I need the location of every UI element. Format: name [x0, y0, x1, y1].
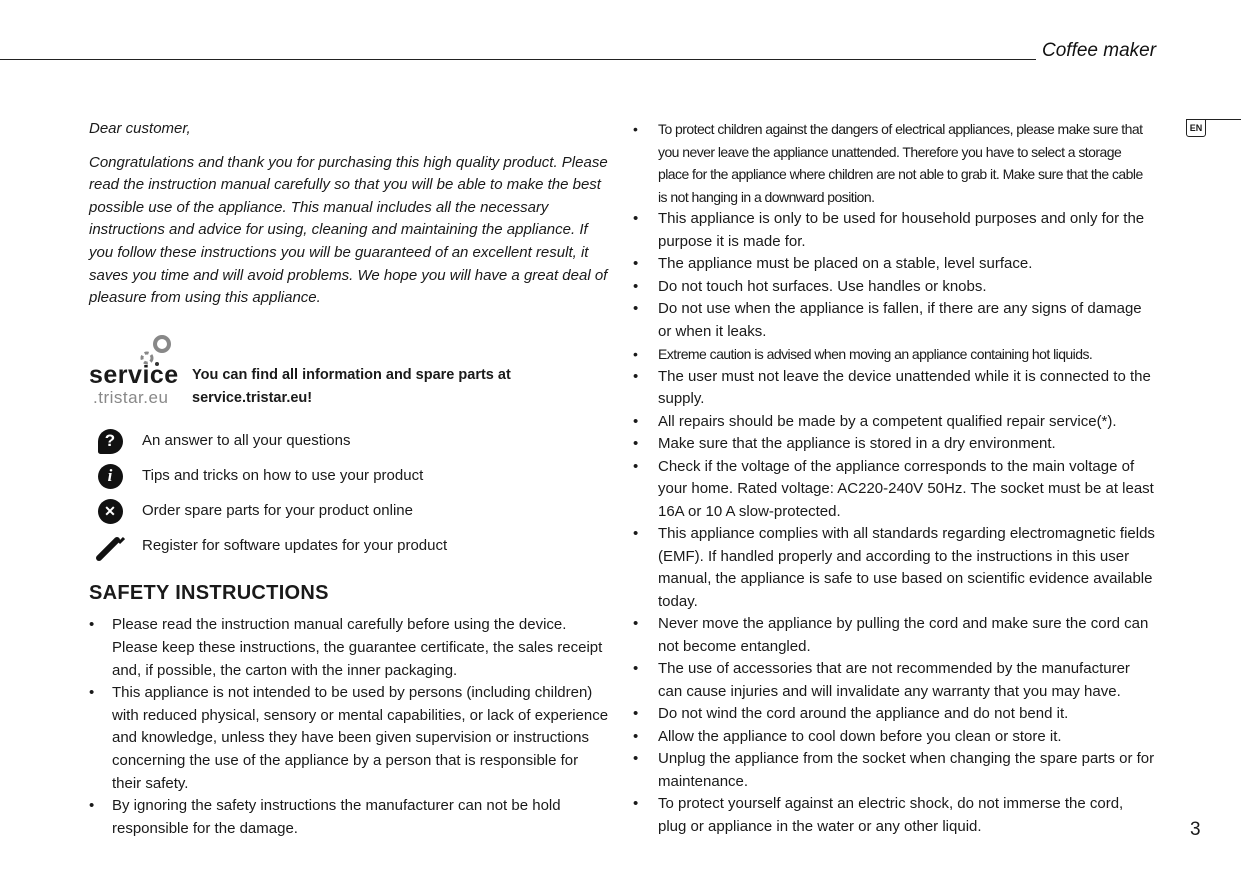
intro-paragraph: Congratulations and thank you for purchasing this high quality product. Please read the instruction manual carefully so that you will be able to make the best possible use of the appliance. This manual includes all the necessary instructions and advice for using, cleaning and maintaining the appliance. If you follow these instructions you will be guaranteed of an excellent result, it saves you time and will avoid problems. We hope you will have a great deal of pleasure from using this appliance. [89, 153, 608, 307]
feature-item: i Tips and tricks on how to use your product [89, 459, 609, 494]
safety-list-left [89, 614, 609, 840]
language-rule [1205, 119, 1241, 120]
safety-item: • The user must not leave the device unattended while it is connected to the supply. [633, 366, 1155, 411]
safety-item: • Please read the instruction manual carefully before using the device. Please keep these instructions, the guarantee certificate, the sales receipt and, if possible, the carton with the inner packaging. [89, 614, 609, 682]
question-icon: ? [95, 426, 125, 456]
service-text: You can find all information and spare parts at service.tristar.eu! [192, 366, 511, 406]
greeting: Dear customer, [89, 120, 191, 137]
feature-item: ✕ Order spare parts for your product online [89, 494, 609, 529]
safety-heading: SAFETY INSTRUCTIONS [89, 581, 329, 604]
left-column [89, 118, 609, 840]
safety-item: • Never move the appliance by pulling the cord and make sure the cord can not become entangled. [633, 613, 1155, 658]
safety-item: • Check if the voltage of the appliance corresponds to the main voltage of your home. Rated voltage: AC220-240V 50Hz. The socket must be at least 16A or 10 A slow-protected. [633, 456, 1155, 524]
safety-item: • By ignoring the safety instructions the manufacturer can not be hold responsible for the damage. [89, 795, 609, 840]
safety-item: • The appliance must be placed on a stable, level surface. [633, 253, 1155, 276]
service-block [89, 330, 609, 410]
pen-icon [95, 531, 125, 561]
service-features [89, 424, 609, 564]
safety-item: • The use of accessories that are not recommended by the manufacturer can cause injuries and will invalidate any warranty that you may have. [633, 658, 1155, 703]
safety-item: • To protect children against the dangers of electrical appliances, please make sure that you never leave the appliance unattended. Therefore you have to select a storage place for the appliance where children are not able to grab it. Make sure that the cable is not hanging in a downward position. [633, 118, 1155, 208]
safety-item: • Extreme caution is advised when moving an appliance containing hot liquids. [633, 343, 1155, 366]
safety-item: • Do not touch hot surfaces. Use handles or knobs. [633, 276, 1155, 299]
right-column [633, 118, 1155, 838]
feature-item: Register for software updates for your product [89, 529, 609, 564]
header-rule [0, 59, 1036, 60]
safety-item: • Allow the appliance to cool down before you clean or store it. [633, 726, 1155, 749]
safety-item: • This appliance is only to be used for household purposes and only for the purpose it is made for. [633, 208, 1155, 253]
safety-item: • Unplug the appliance from the socket when changing the spare parts or for maintenance. [633, 748, 1155, 793]
safety-item: • Do not use when the appliance is fallen, if there are any signs of damage or when it leaks. [633, 298, 1155, 343]
safety-item: • All repairs should be made by a competent qualified repair service(*). [633, 411, 1155, 434]
safety-item: • Do not wind the cord around the appliance and do not bend it. [633, 703, 1155, 726]
service-logo: service .tristar.eu [89, 330, 184, 410]
tools-icon: ✕ [95, 496, 125, 526]
safety-list-right [633, 118, 1155, 838]
language-badge: EN [1186, 119, 1206, 137]
safety-item: • To protect yourself against an electric shock, do not immerse the cord, plug or appliance in the water or any other liquid. [633, 793, 1155, 838]
safety-item: • This appliance complies with all standards regarding electromagnetic fields (EMF). If handled properly and according to the instructions in this user manual, the appliance is safe to use based on scientific evidence available today. [633, 523, 1155, 613]
safety-item: • This appliance is not intended to be used by persons (including children) with reduced physical, sensory or mental capabilities, or lack of experience and knowledge, unless they have been given supervision or instructions concerning the use of the appliance by a person that is responsible for their safety. [89, 682, 609, 795]
safety-item: • Make sure that the appliance is stored in a dry environment. [633, 433, 1155, 456]
feature-item: ? An answer to all your questions [89, 424, 609, 459]
document-title: Coffee maker [1042, 40, 1157, 61]
page-number: 3 [1190, 819, 1201, 840]
info-icon: i [95, 461, 125, 491]
